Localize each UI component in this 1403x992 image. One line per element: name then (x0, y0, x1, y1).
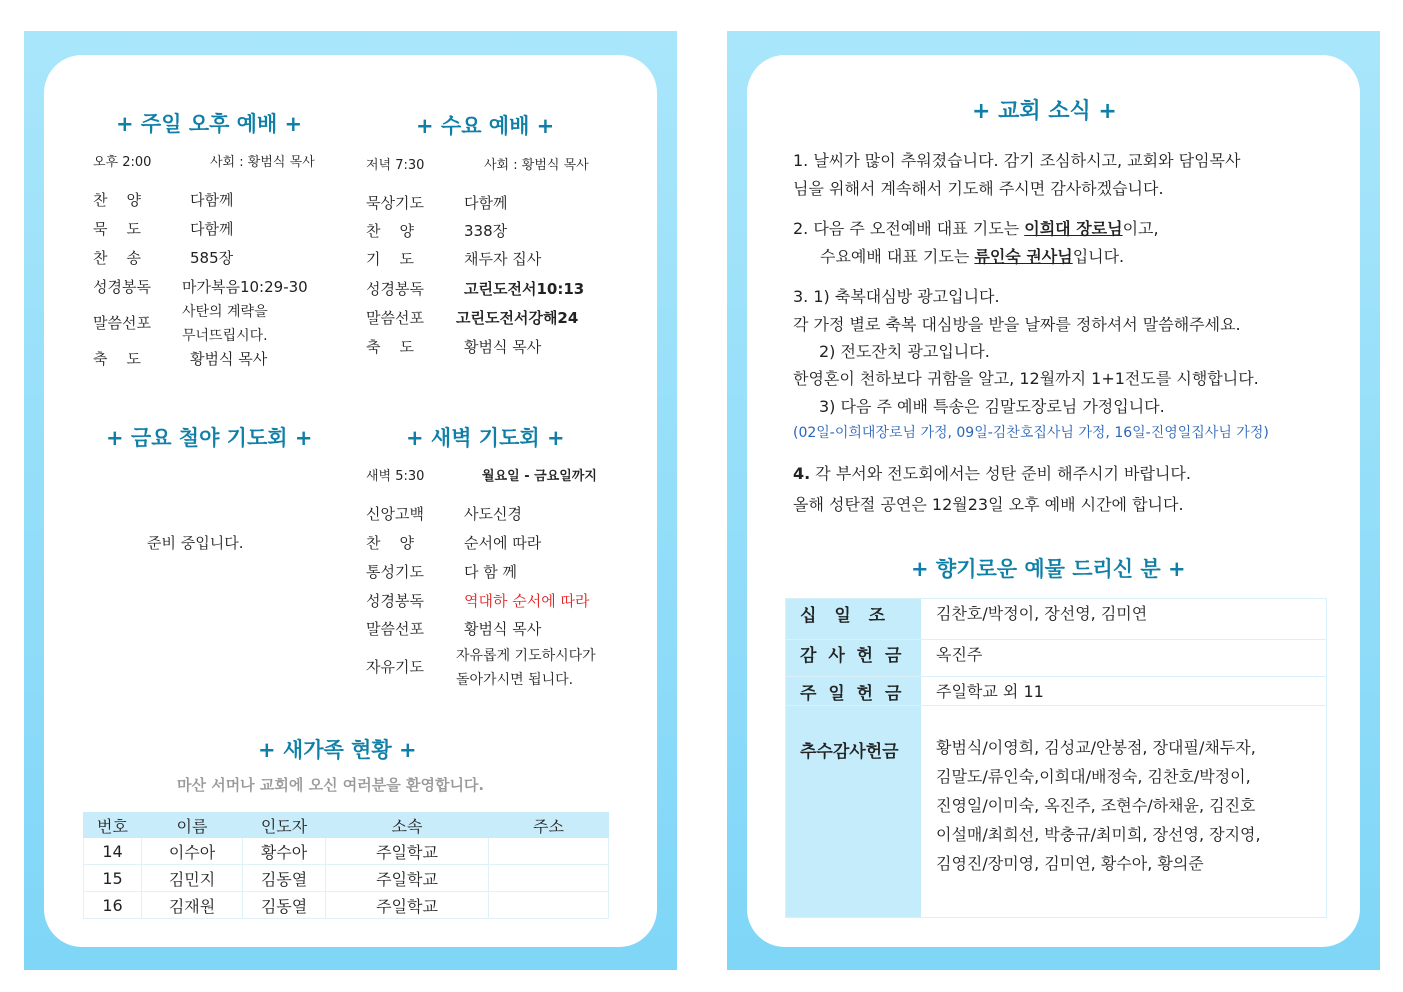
order-value: 순서에 따라 (464, 534, 542, 552)
order-label: 찬 양 (93, 191, 142, 209)
order-value: 사도신경 (464, 505, 522, 523)
order-value: 자유롭게 기도하시다가 돌아가시면 됩니다. (456, 648, 596, 688)
thanks-names: 옥진주 (936, 645, 983, 664)
dawn-title: + 새벽 기도회 + (406, 426, 565, 450)
wednesday-host: 사회 : 황범식 목사 (484, 158, 589, 173)
newfamily-table (83, 812, 609, 919)
news-item2-text: 2. 다음 주 오전예배 대표 기도는 (793, 219, 1025, 238)
news-item3-3: 3) 다음 주 예배 특송은 김말도장로님 가정입니다. (819, 397, 1165, 416)
offering-title: + 향기로운 예물 드리신 분 + (911, 557, 1186, 581)
cell-address (489, 838, 609, 865)
cell-address (489, 892, 609, 919)
news-item4-number: 4. (793, 464, 811, 483)
friday-note: 준비 중입니다. (147, 534, 244, 552)
divider (786, 676, 1326, 677)
order-label: 신앙고백 (366, 505, 424, 523)
news-item2-suffix2: 입니다. (1072, 247, 1125, 266)
news-item2-line2 (820, 244, 1124, 267)
order-label: 말씀선포 (366, 620, 424, 638)
wednesday-title: + 수요 예배 + (416, 114, 555, 138)
news-item3-2: 2) 전도잔치 광고입니다. (819, 342, 990, 361)
order-value: 585장 (190, 249, 234, 267)
order-value: 다함께 (190, 191, 234, 209)
prayer-leader-1: 이희대 장로님 (1024, 219, 1123, 238)
order-label: 기 도 (366, 250, 415, 268)
table-row (84, 838, 609, 865)
order-label: 성경봉독 (366, 280, 424, 298)
news-title: + 교회 소식 + (972, 99, 1117, 124)
col-name: 이름 (142, 813, 243, 838)
order-label: 묵 도 (93, 220, 142, 238)
dawn-days: 월요일 - 금요일까지 (482, 469, 597, 484)
news-item2-suffix: 이고, (1122, 219, 1159, 238)
news-item2-line1 (793, 216, 1159, 239)
table-row (84, 892, 609, 919)
cell-number: 16 (84, 892, 142, 919)
prayer-leader-2: 류인숙 권사님 (974, 247, 1073, 266)
order-value: 역대하 순서에 따라 (464, 592, 590, 610)
cell-guide: 김동열 (243, 892, 326, 919)
order-value: 338장 (464, 222, 508, 240)
order-value: 채두자 집사 (464, 250, 542, 268)
cell-guide: 김동열 (243, 865, 326, 892)
order-value: 사탄의 계략을 무너뜨립시다. (182, 304, 268, 344)
news-item3-1b: 각 가정 별로 축복 대심방을 받을 날짜를 정하셔서 말씀해주세요. (793, 315, 1241, 334)
friday-title: + 금요 철야 기도회 + (106, 426, 313, 450)
sunday-time: 오후 2:00 (93, 155, 152, 170)
news-item1-line2: 님을 위해서 계속해서 기도해 주시면 감사하겠습니다. (793, 179, 1164, 198)
order-value: 고린도전서강해24 (456, 309, 579, 327)
order-label: 통성기도 (366, 563, 424, 581)
cell-group: 주일학교 (326, 838, 489, 865)
order-value: 황범식 목사 (464, 620, 542, 638)
order-value: 마가복음10:29-30 (182, 278, 308, 296)
sunday-offering-label: 주 일 헌 금 (800, 684, 905, 704)
news-item3-3b: (02일-이희대장로님 가정, 09일-김찬호집사님 가정, 16일-진영일집사님 가정) (793, 425, 1269, 441)
news-item4-line2: 올해 성탄절 공연은 12월23일 오후 예배 시간에 합니다. (793, 495, 1184, 514)
cell-group: 주일학교 (326, 865, 489, 892)
cell-guide: 황수아 (243, 838, 326, 865)
sunday-offering-names: 주일학교 외 11 (936, 682, 1044, 701)
order-label: 축 도 (366, 338, 415, 356)
cell-name: 김재원 (142, 892, 243, 919)
cell-address (489, 865, 609, 892)
harvest-line: 이설매/최희선, 박충규/최미희, 장선영, 장지영, (936, 825, 1261, 844)
news-item4-line1 (793, 461, 1191, 484)
thanks-label: 감 사 헌 금 (800, 646, 905, 666)
sunday-host: 사회 : 황범식 목사 (210, 155, 315, 170)
col-number: 번호 (84, 813, 142, 838)
harvest-line: 황범식/이영희, 김성교/안봉점, 장대필/채두자, (936, 738, 1256, 757)
order-value: 다 함 께 (464, 563, 518, 581)
cell-number: 15 (84, 865, 142, 892)
order-value: 황범식 목사 (464, 338, 542, 356)
cell-name: 이수아 (142, 838, 243, 865)
news-item1-line1: 1. 날씨가 많이 추워졌습니다. 감기 조심하시고, 교회와 담임목사 (793, 151, 1241, 170)
order-label: 찬 양 (366, 534, 415, 552)
order-value: 다함께 (464, 194, 508, 212)
harvest-line: 김영진/장미영, 김미연, 황수아, 황의준 (936, 854, 1204, 873)
offering-table (785, 598, 1327, 918)
news-item4-text: 각 부서와 전도회에서는 성탄 준비 해주시기 바랍니다. (810, 464, 1191, 483)
cell-name: 김민지 (142, 865, 243, 892)
order-value: 황범식 목사 (190, 350, 268, 368)
dawn-time: 새벽 5:30 (366, 469, 425, 484)
sunday-title: + 주일 오후 예배 + (116, 112, 303, 136)
order-value: 다함께 (190, 220, 234, 238)
harvest-line: 김말도/류인숙,이희대/배정숙, 김찬호/박정이, (936, 767, 1251, 786)
news-item3-2b: 한영혼이 천하보다 귀함을 알고, 12월까지 1+1전도를 시행합니다. (793, 369, 1259, 388)
order-label: 찬 양 (366, 222, 415, 240)
order-label: 자유기도 (366, 658, 424, 676)
order-label: 성경봉독 (366, 592, 424, 610)
order-value: 고린도전서10:13 (464, 280, 585, 298)
order-label: 찬 송 (93, 249, 142, 267)
order-label: 묵상기도 (366, 194, 424, 212)
newfamily-title: + 새가족 현황 + (258, 738, 417, 762)
harvest-line: 진영일/이미숙, 옥진주, 조현수/하채윤, 김진호 (936, 796, 1256, 815)
welcome-text: 마산 서머나 교회에 오신 여러분을 환영합니다. (177, 776, 485, 794)
order-label: 축 도 (93, 350, 142, 368)
order-label: 성경봉독 (93, 278, 151, 296)
news-item2-text2: 수요예배 대표 기도는 (820, 247, 975, 266)
col-guide: 인도자 (243, 813, 326, 838)
col-group: 소속 (326, 813, 489, 838)
tithe-label: 십 일 조 (800, 606, 892, 626)
news-item3-1: 3. 1) 축복대심방 광고입니다. (793, 287, 1000, 306)
divider (786, 705, 1326, 706)
divider (786, 639, 1326, 640)
wednesday-time: 저녁 7:30 (366, 158, 425, 173)
order-label: 말씀선포 (93, 314, 151, 332)
order-label: 말씀선포 (366, 309, 424, 327)
harvest-label: 추수감사헌금 (800, 742, 899, 762)
cell-group: 주일학교 (326, 892, 489, 919)
tithe-names: 김찬호/박정이, 장선영, 김미연 (936, 604, 1148, 623)
table-row (84, 865, 609, 892)
cell-number: 14 (84, 838, 142, 865)
col-address: 주소 (489, 813, 609, 838)
